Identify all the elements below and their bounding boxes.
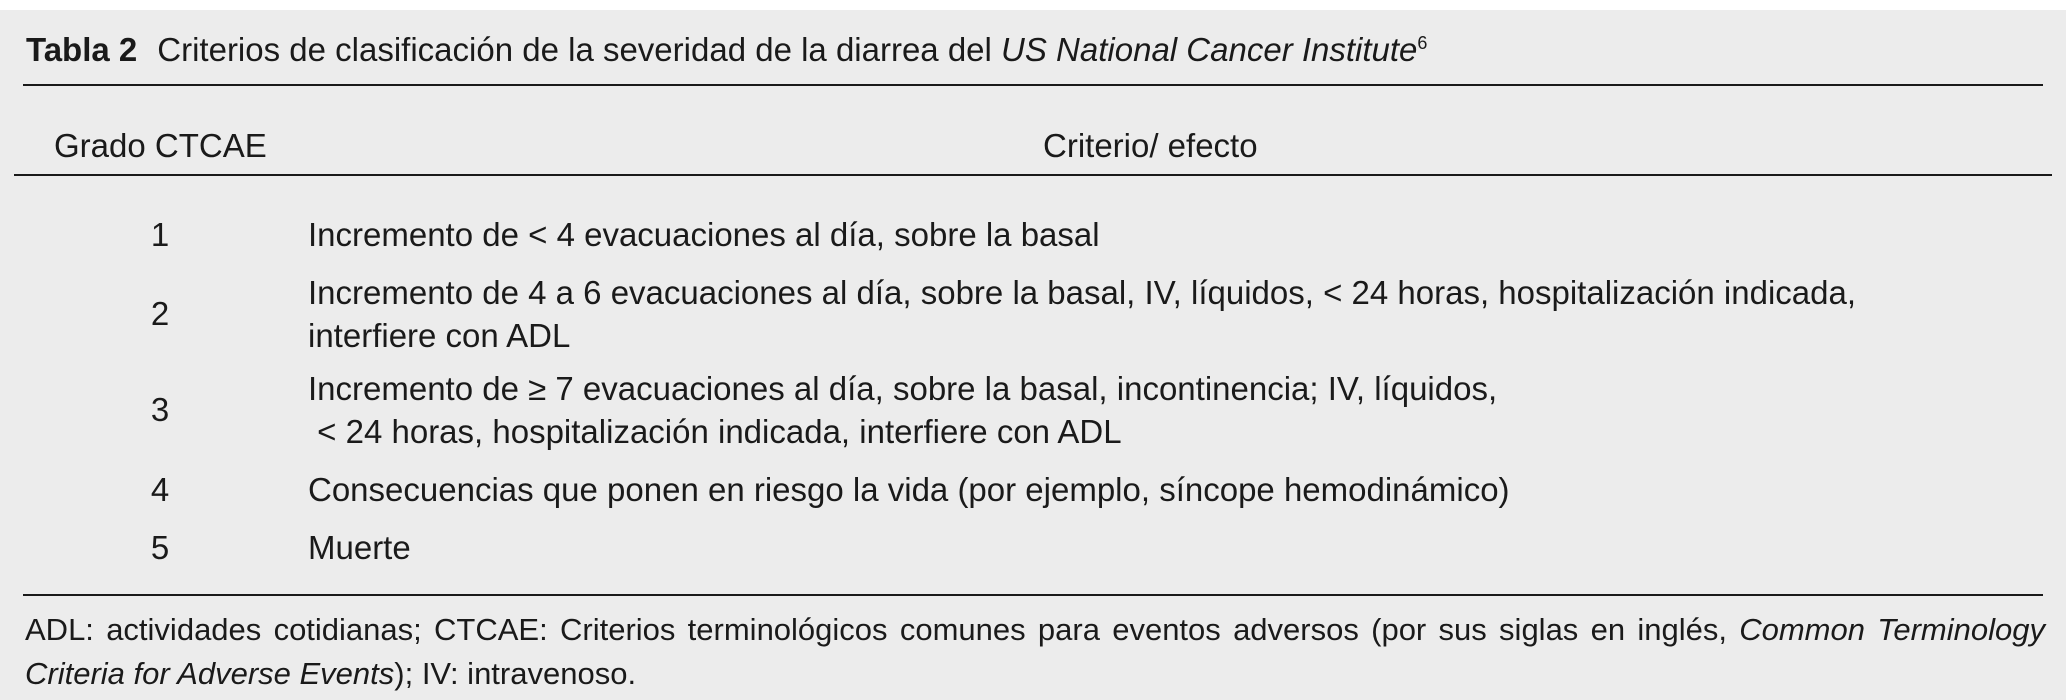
row-2-criteria-line-1: Incremento de 4 a 6 evacuaciones al día, sobre la basal, IV, líquidos, < 24 horas, hospitalización indicada, [308,274,1857,311]
footer-rule [23,594,2043,596]
column-header-grade: Grado CTCAE [54,127,267,164]
row-4-grade: 4 [150,471,170,508]
row-3-grade: 3 [150,391,170,428]
footnote-text-italic: Common Terminology Criteria for Adverse Events [25,612,2045,691]
row-1-criteria: Incremento de < 4 evacuaciones al día, sobre la basal [308,216,1100,253]
caption-reference: 6 [1417,33,1428,53]
table-panel [0,10,2066,700]
table-caption [26,28,1427,72]
table-footnote [25,608,2045,696]
table-label: Tabla 2 [26,31,138,68]
row-2-criteria-line-2: interfiere con ADL [308,317,571,354]
row-4-criteria: Consecuencias que ponen en riesgo la vida (por ejemplo, síncope hemodinámico) [308,471,1510,508]
caption-title: Criterios de clasificación de la severidad de la diarrea del [157,31,1002,68]
row-1-grade: 1 [150,216,170,253]
row-3-criteria-line-2: < 24 horas, hospitalización indicada, interfiere con ADL [308,413,1122,450]
row-5-grade: 5 [150,529,170,566]
caption-title-italic: US National Cancer Institute [1001,31,1418,68]
top-rule [23,84,2043,86]
row-3-criteria-line-1: Incremento de ≥ 7 evacuaciones al día, sobre la basal, incontinencia; IV, líquidos, [308,370,1498,407]
column-header-criteria: Criterio/ efecto [1043,127,1258,164]
footnote-text-1: ADL: actividades cotidianas; CTCAE: Criterios terminológicos comunes para eventos adversos (por sus siglas en inglés, [25,612,1740,647]
row-5-criteria: Muerte [308,529,411,566]
footnote-text-2: ); IV: intravenoso. [394,656,637,691]
row-2-grade: 2 [150,295,170,332]
header-rule [14,174,2052,176]
